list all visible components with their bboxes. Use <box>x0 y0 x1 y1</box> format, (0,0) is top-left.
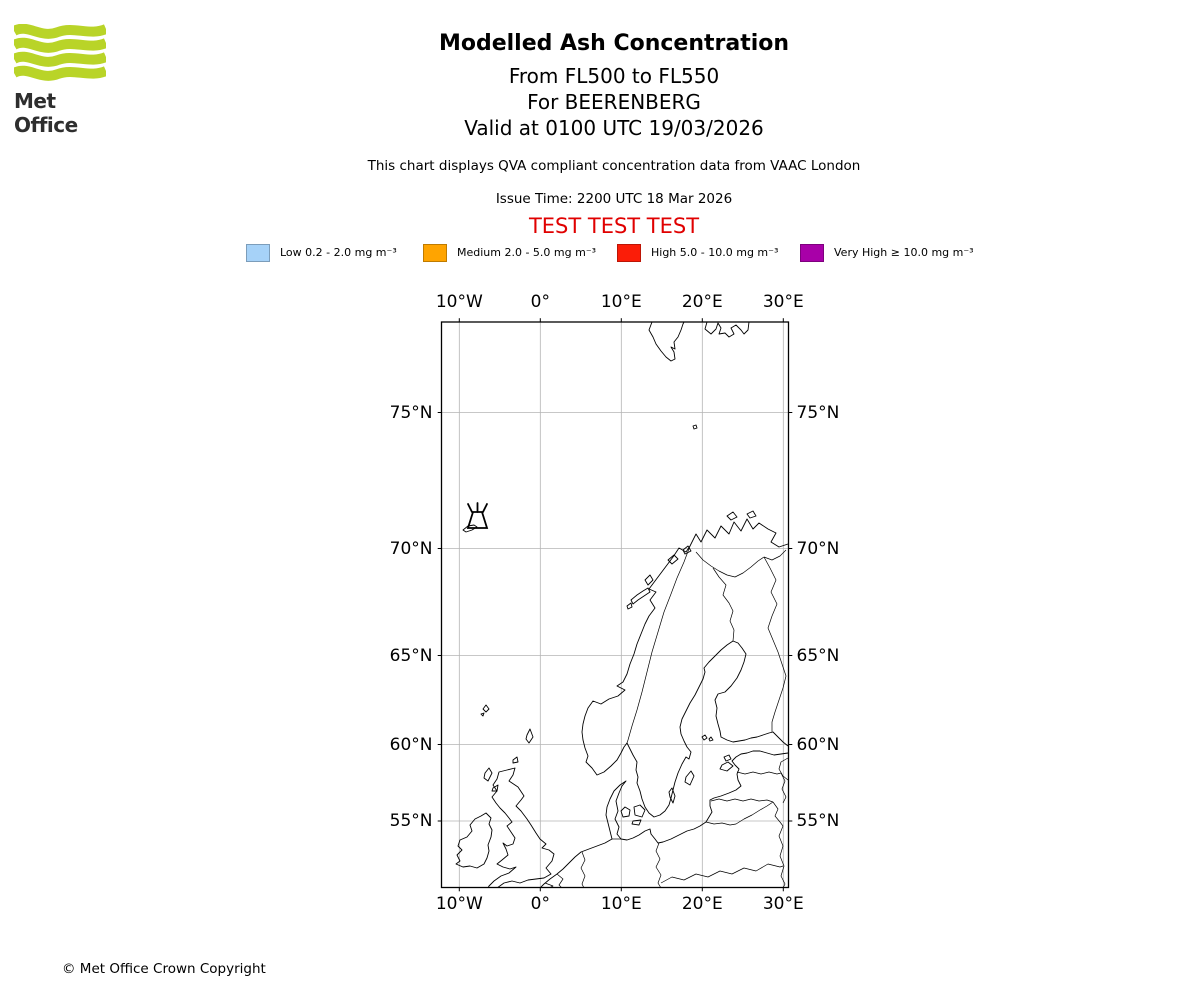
x-tick-label-bottom: 0° <box>530 894 550 914</box>
met-office-logo-text: Met Office <box>14 89 78 137</box>
graticule-grid <box>442 322 789 888</box>
issue-time: Issue Time: 2200 UTC 18 Mar 2026 <box>495 191 733 207</box>
y-tick-label-left: 60°N <box>389 734 433 755</box>
y-tick-label-right: 55°N <box>796 811 840 831</box>
x-tick-label-top: 0° <box>530 292 550 312</box>
x-tick-label-top: 10°E <box>600 292 642 312</box>
x-tick-label-top: 20°E <box>681 292 723 312</box>
x-tick-label-top: 10°W <box>435 292 483 312</box>
y-tick-label-left: 70°N <box>389 538 433 559</box>
legend-swatch-medium <box>423 244 447 262</box>
x-tick-label-bottom: 10°E <box>600 894 642 914</box>
coastlines <box>456 322 788 888</box>
axis-ticks <box>438 318 793 891</box>
y-tick-label-left: 75°N <box>389 402 433 423</box>
y-tick-label-left: 55°N <box>389 811 433 831</box>
x-tick-label-bottom: 20°E <box>681 894 723 914</box>
valid-time-subtitle: Valid at 0100 UTC 19/03/2026 <box>464 116 764 140</box>
legend-label-low: Low 0.2 - 2.0 mg m⁻³ <box>280 246 397 259</box>
country-borders <box>545 546 788 888</box>
qva-note: This chart displays QVA compliant concentration data from VAAC London <box>367 158 861 174</box>
copyright-notice: © Met Office Crown Copyright <box>62 961 266 977</box>
map-border <box>442 322 789 888</box>
x-tick-label-bottom: 30°E <box>762 894 804 914</box>
met-office-logo <box>14 24 114 137</box>
map-canvas <box>430 312 800 898</box>
volcano-subtitle: For BEERENBERG <box>527 90 701 114</box>
legend-swatch-high <box>617 244 641 262</box>
page-title: Modelled Ash Concentration <box>438 31 790 56</box>
flight-level-subtitle: From FL500 to FL550 <box>508 64 720 88</box>
met-office-waves-icon <box>14 24 106 82</box>
x-tick-label-top: 30°E <box>762 292 804 312</box>
y-tick-label-right: 65°N <box>796 645 840 666</box>
y-tick-label-right: 60°N <box>796 734 840 755</box>
y-tick-label-left: 65°N <box>389 645 433 666</box>
volcano-marker-icon <box>468 503 487 528</box>
y-tick-label-right: 75°N <box>796 402 840 423</box>
legend-swatch-low <box>246 244 270 262</box>
legend-label-medium: Medium 2.0 - 5.0 mg m⁻³ <box>457 246 597 259</box>
x-tick-label-bottom: 10°W <box>435 894 483 914</box>
y-tick-label-right: 70°N <box>796 538 840 559</box>
test-banner: TEST TEST TEST <box>528 214 700 238</box>
legend-swatch-very-high <box>800 244 824 262</box>
legend-label-very-high: Very High ≥ 10.0 mg m⁻³ <box>834 246 974 259</box>
legend-label-high: High 5.0 - 10.0 mg m⁻³ <box>651 246 779 259</box>
